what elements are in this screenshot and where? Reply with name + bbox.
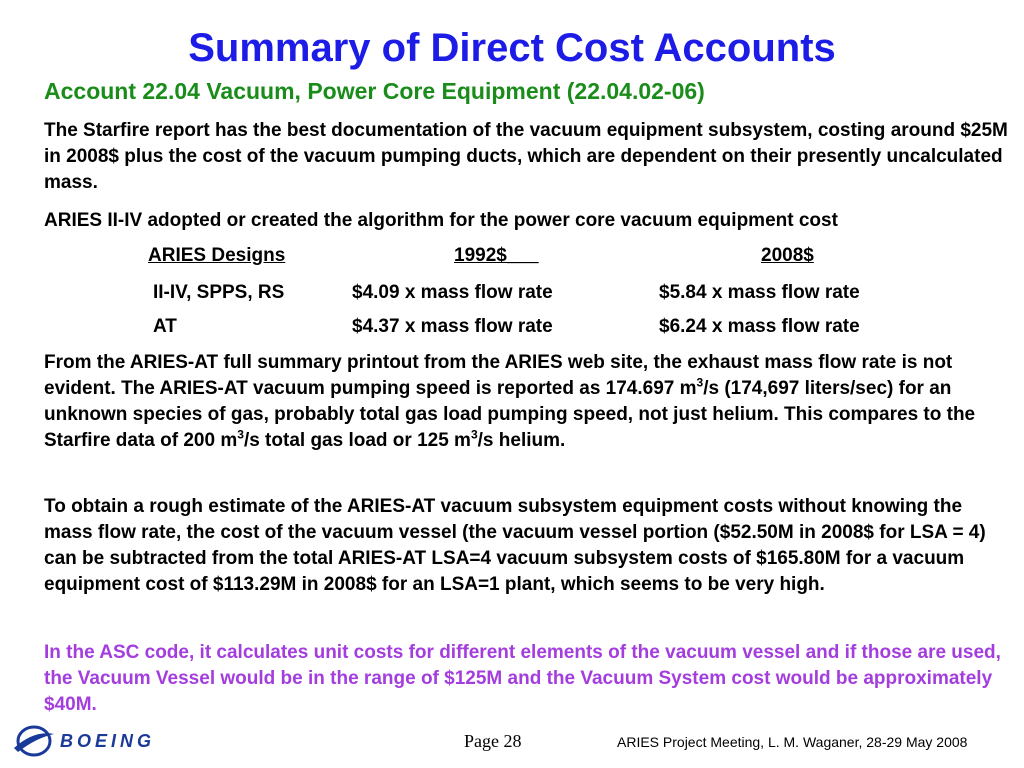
table-header-designs: ARIES Designs — [148, 245, 286, 266]
paragraph-starfire: The Starfire report has the best documentation of the vacuum equipment subsystem, costing around $25M in 2008$ plus the cost of the vacuum pumping ducts, which are dependent on their presently uncalculated mass. — [44, 120, 1008, 193]
table-cell-design: II-IV, SPPS, RS — [153, 282, 285, 303]
table-cell-2008: $6.24 x mass flow rate — [659, 316, 860, 337]
page-number: Page 28 — [464, 731, 522, 751]
paragraph-asc-code: In the ASC code, it calculates unit costs for different elements of the vacuum vessel and if those are used, the Vacuum Vessel would be in the range of $125M and the Vacuum System cost would be approximately $40M. — [44, 642, 1001, 715]
table-header-2008: 2008$ — [761, 245, 814, 266]
text-run: /s helium. — [477, 430, 566, 451]
table-cell-1992: $4.37 x mass flow rate — [352, 316, 553, 337]
boeing-logo — [12, 724, 192, 758]
text-run: /s total gas load or 125 m — [243, 430, 471, 451]
superscript: 3 — [696, 375, 704, 390]
text-run: From the ARIES-AT full summary printout from the ARIES web site, the exhaust mass flow rate is not evident. The ARIES-AT vacuum pumping speed is reported as 174.697 m — [44, 352, 953, 399]
text-run: /s (174,697 liters/sec) for an unknown species of gas, probably total gas load pumping speed, not just helium. This compares to the Starfire data of 200 m — [44, 378, 976, 451]
table-cell-1992: $4.09 x mass flow rate — [352, 282, 553, 303]
boeing-logo-text: BOEING — [60, 731, 156, 751]
table-header-1992: 1992$___ — [454, 245, 539, 266]
paragraph-aries-at-summary — [44, 350, 1010, 454]
paragraph-aries-algorithm: ARIES II-IV adopted or created the algorithm for the power core vacuum equipment cost — [44, 210, 838, 231]
superscript: 3 — [237, 427, 244, 442]
slide-subtitle: Account 22.04 Vacuum, Power Core Equipment (22.04.02-06) — [44, 78, 705, 104]
footer-credit: ARIES Project Meeting, L. M. Waganer, 28-29 May 2008 — [617, 734, 968, 750]
table-cell-2008: $5.84 x mass flow rate — [659, 282, 860, 303]
slide-title: Summary of Direct Cost Accounts — [188, 26, 836, 70]
paragraph-rough-estimate: To obtain a rough estimate of the ARIES-AT vacuum subsystem equipment costs without knowing the mass flow rate, the cost of the vacuum vessel (the vacuum vessel portion ($52.50M in 2008$ for LSA = 4) can be subtracted from the total ARIES-AT LSA=4 vacuum subsystem costs of $165.80M for a vacuum equipment cost of $113.29M in 2008$ for an LSA=1 plant, which seems to be very high. — [44, 496, 986, 595]
table-cell-design: AT — [153, 316, 177, 337]
superscript: 3 — [470, 427, 478, 442]
boeing-symbol-icon — [12, 724, 56, 758]
